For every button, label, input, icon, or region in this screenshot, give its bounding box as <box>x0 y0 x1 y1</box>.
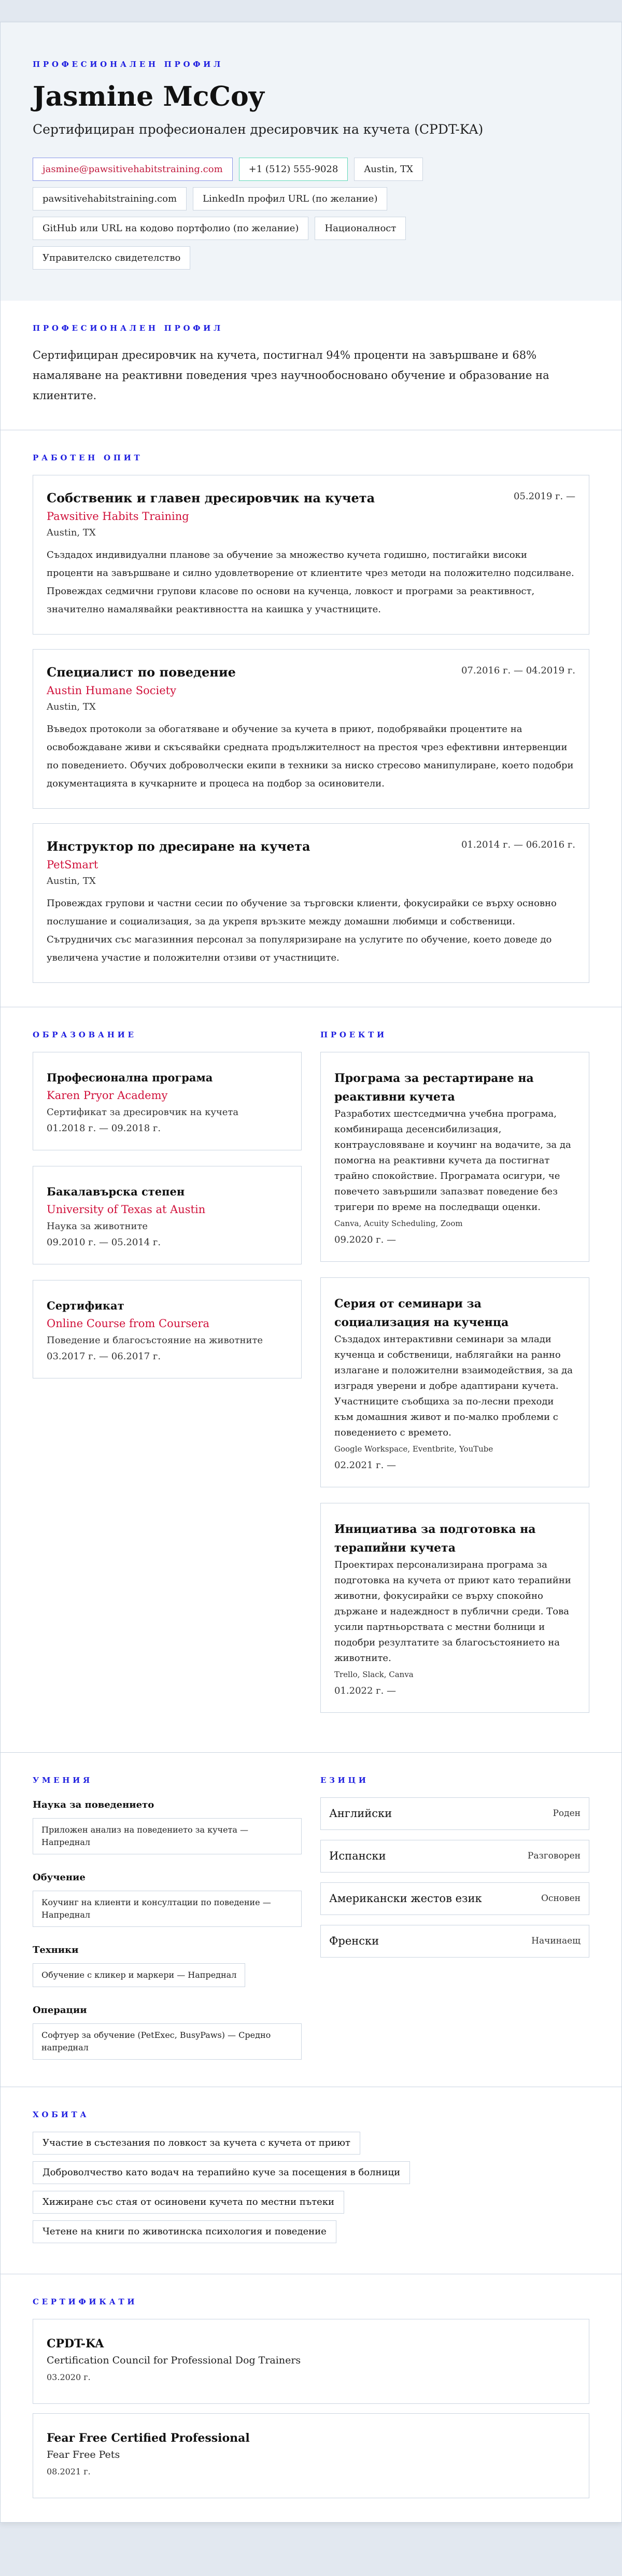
linkedin-link[interactable]: LinkedIn профил URL (по желание) <box>193 187 387 210</box>
candidate-title: Сертифициран професионален дресировчик на кучета (CPDT-KA) <box>33 121 484 137</box>
hobby-chip: Участие в състезания по ловкост за кучета с кучета от приют <box>33 2132 360 2155</box>
skill-chip: Обучение с кликер и маркери — Напреднал <box>33 1963 245 1987</box>
project-title: Серия от семинари за социализация на кученца <box>334 1297 509 1329</box>
experience-header-row <box>47 663 575 682</box>
hobbies-section <box>1 2087 621 2274</box>
phone-link[interactable]: +1 (512) 555-9028 <box>239 158 348 181</box>
license-chip: Управителско свидетелство <box>33 246 190 270</box>
job-location: Austin, TX <box>47 875 96 886</box>
certificate-issuer: Fear Free Pets <box>47 2448 120 2460</box>
project-description: Разработих шестседмична учебна програма, комбинираща десенсибилизация, контраусловяване и коучинг на водачите, за да помогна на реактивни кучета да постигнат трайно спокойствие. Програмата осигури, че повечето завършили запазват поведение без тригери по време на последващи оценки. <box>334 1108 571 1213</box>
education-projects-section <box>1 1007 621 1753</box>
education-dates: 09.2010 г. — 05.2014 г. <box>47 1236 161 1248</box>
project-tech: Trello, Slack, Canva <box>334 1669 414 1679</box>
section-heading: ЕЗИЦИ <box>320 1775 369 1785</box>
section-heading: ОБРАЗОВАНИЕ <box>33 1030 137 1039</box>
project-dates: 09.2020 г. — <box>334 1234 397 1245</box>
website-link[interactable]: pawsitivehabitstraining.com <box>33 187 187 210</box>
section-heading: РАБОТЕН ОПИТ <box>33 453 143 462</box>
project-tech: Canva, Acuity Scheduling, Zoom <box>334 1218 463 1228</box>
field-of-study: Сертификат за дресировчик на кучета <box>47 1106 239 1118</box>
language-level: Начинаещ <box>531 1936 581 1947</box>
experience-header-row <box>47 489 575 508</box>
job-location: Austin, TX <box>47 701 96 712</box>
language-level: Разговорен <box>527 1851 581 1862</box>
project-card <box>320 1277 589 1487</box>
certificate-card <box>33 2413 589 2498</box>
skill-group <box>33 2023 302 2063</box>
degree: Бакалавърска степен <box>47 1185 185 1198</box>
language-row <box>320 1925 589 1958</box>
job-dates: 05.2019 г. — <box>513 490 575 502</box>
school-name: Karen Pryor Academy <box>47 1089 168 1102</box>
school-name: University of Texas at Austin <box>47 1203 206 1216</box>
skill-chip: Софтуер за обучение (PetExec, BusyPaws) — Средно напреднал <box>33 2023 302 2060</box>
hobby-chip: Хижиране със стая от осиновени кучета по местни пътеки <box>33 2191 344 2214</box>
section-heading: ПРОФЕСИОНАЛЕН ПРОФИЛ <box>33 323 224 333</box>
company-name: Pawsitive Habits Training <box>47 510 189 523</box>
project-dates: 02.2021 г. — <box>334 1459 397 1471</box>
skill-group-name: Техники <box>33 1944 79 1955</box>
resume-header <box>1 22 621 301</box>
skills-column <box>33 1776 302 2063</box>
language-level: Основен <box>541 1893 581 1904</box>
contact-chips <box>33 158 551 270</box>
certificate-date: 03.2020 г. <box>47 2372 91 2382</box>
company-name: PetSmart <box>47 858 98 871</box>
skill-chip: Коучинг на клиенти и консултации по поведение — Напреднал <box>33 1891 302 1927</box>
projects-column <box>320 1030 589 1728</box>
certificate-name: Fear Free Certified Professional <box>47 2431 250 2445</box>
resume-page <box>0 22 622 2523</box>
skill-group-name: Наука за поведението <box>33 1799 154 1810</box>
project-dates: 01.2022 г. — <box>334 1685 397 1696</box>
skill-group <box>33 1891 302 1930</box>
language-row <box>320 1797 589 1830</box>
language-name: Английски <box>329 1807 392 1820</box>
nationality-chip: Националност <box>315 217 406 240</box>
project-card <box>320 1052 589 1262</box>
hobby-chip: Четене на книги по животинска психология и поведение <box>33 2220 336 2243</box>
summary-text: Сертифициран дресировчик на кучета, постигнал 94% проценти на завършване и 68% намаляване на реактивни поведения чрез научнообосновано обучение и образование на клиентите. <box>33 348 549 402</box>
project-tech: Google Workspace, Eventbrite, YouTube <box>334 1444 493 1454</box>
certificate-issuer: Certification Council for Professional Dog Trainers <box>47 2354 301 2366</box>
company-name: Austin Humane Society <box>47 684 176 697</box>
languages-column <box>320 1776 589 2063</box>
education-card <box>33 1052 302 1150</box>
language-name: Американски жестов език <box>329 1892 482 1905</box>
job-description: Въведох протоколи за обогатяване и обучение за кучета в приют, подобрявайки процентите на освобождаване живи и скъсявайки средната продължителност на престоя чрез ефективни интервенции по поведението. Обучих доброволчески екипи в техники за ниско стресово манипулиране, което подобри документацията в кучкарните и процеса на подбор за осиновители. <box>47 723 574 789</box>
skill-chip: Приложен анализ на поведението за кучета — Напреднал <box>33 1818 302 1854</box>
language-level: Роден <box>553 1808 581 1819</box>
certificate-card <box>33 2319 589 2404</box>
job-dates: 01.2014 г. — 06.2016 г. <box>461 839 575 850</box>
project-description: Проектирах персонализирана програма за подготовка на кучета от приют като терапийни животни, фокусирайки се върху спокойно държане и надеждност в публични среди. Това усили партньорствата с местни болници и подобри резултатите за благосъстоянието на животните. <box>334 1559 571 1664</box>
project-description: Създадох интерактивни семинари за млади кученца и собственици, наблягайки на ранно излагане и положителни взаимодействия, за да изградя уверени и добре адаптирани кучета. Участниците съобщиха за по-лесни преходи към домашния живот и по-малко проблеми с поведението с времето. <box>334 1333 573 1438</box>
job-dates: 07.2016 г. — 04.2019 г. <box>461 665 575 676</box>
experience-card <box>33 649 589 809</box>
education-card <box>33 1280 302 1378</box>
job-description: Провеждах групови и частни сесии по обучение за търговски клиенти, фокусирайки се върху основно послушание и социализация, за да укрепя връзките между домашни любимци и собственици. Сътрудничих със магазинния персонал за популяризиране на услугите по обучение, което доведе до увеличена участие и положителни отзиви от участниците. <box>47 897 557 963</box>
summary-section <box>1 301 621 430</box>
school-name: Online Course from Coursera <box>47 1317 210 1330</box>
skills-languages-section <box>1 1753 621 2087</box>
degree: Сертификат <box>47 1299 124 1312</box>
section-heading: УМЕНИЯ <box>33 1775 93 1785</box>
section-heading: СЕРТИФИКАТИ <box>33 2297 138 2306</box>
education-dates: 01.2018 г. — 09.2018 г. <box>47 1122 161 1134</box>
candidate-name: Jasmine McCoy <box>33 81 264 112</box>
certificates-section <box>1 2274 621 2522</box>
language-name: Испански <box>329 1850 386 1863</box>
experience-section <box>1 430 621 1007</box>
experience-card <box>33 475 589 635</box>
skill-group <box>33 1818 302 1857</box>
hobby-chip: Доброволчество като водач на терапийно куче за посещения в болници <box>33 2161 410 2184</box>
education-card <box>33 1166 302 1264</box>
project-title: Инициатива за подготовка на терапийни кучета <box>334 1522 536 1555</box>
skill-group-name: Операции <box>33 2004 87 2016</box>
section-heading: ХОБИТА <box>33 2109 90 2119</box>
language-name: Френски <box>329 1935 379 1948</box>
language-row <box>320 1882 589 1915</box>
header-label: ПРОФЕСИОНАЛЕН ПРОФИЛ <box>33 60 224 69</box>
certificate-name: CPDT-KA <box>47 2336 104 2350</box>
job-description: Създадох индивидуални планове за обучение за множество кучета годишно, постигайки високи проценти на завършване и силно удовлетворение от клиентите чрез методи на положително подсилване. Провеждах седмични групови класове по основи на кученца, ловкост и програми за реактивност, значително намалявайки реактивността на каишка у участниците. <box>47 549 574 615</box>
job-title: Собственик и главен дресировчик на кучета <box>47 490 375 505</box>
education-dates: 03.2017 г. — 06.2017 г. <box>47 1350 161 1362</box>
project-card <box>320 1503 589 1713</box>
degree: Професионална програма <box>47 1071 213 1084</box>
job-title: Инструктор по дресиране на кучета <box>47 838 310 854</box>
project-title: Програма за рестартиране на реактивни кучета <box>334 1071 534 1104</box>
email-link[interactable]: jasmine@pawsitivehabitstraining.com <box>33 158 233 181</box>
field-of-study: Поведение и благосъстояние на животните <box>47 1334 263 1346</box>
job-location: Austin, TX <box>47 527 96 538</box>
skill-group <box>33 1963 302 1990</box>
certificate-date: 08.2021 г. <box>47 2466 91 2476</box>
field-of-study: Наука за животните <box>47 1220 148 1232</box>
section-heading: ПРОЕКТИ <box>320 1030 387 1039</box>
job-title: Специалист по поведение <box>47 664 236 680</box>
skill-group-name: Обучение <box>33 1871 86 1883</box>
experience-card <box>33 823 589 983</box>
github-link[interactable]: GitHub или URL на кодово портфолио (по желание) <box>33 217 308 240</box>
education-column <box>33 1030 302 1728</box>
experience-header-row <box>47 837 575 856</box>
language-row <box>320 1840 589 1873</box>
location-chip: Austin, TX <box>354 158 423 181</box>
